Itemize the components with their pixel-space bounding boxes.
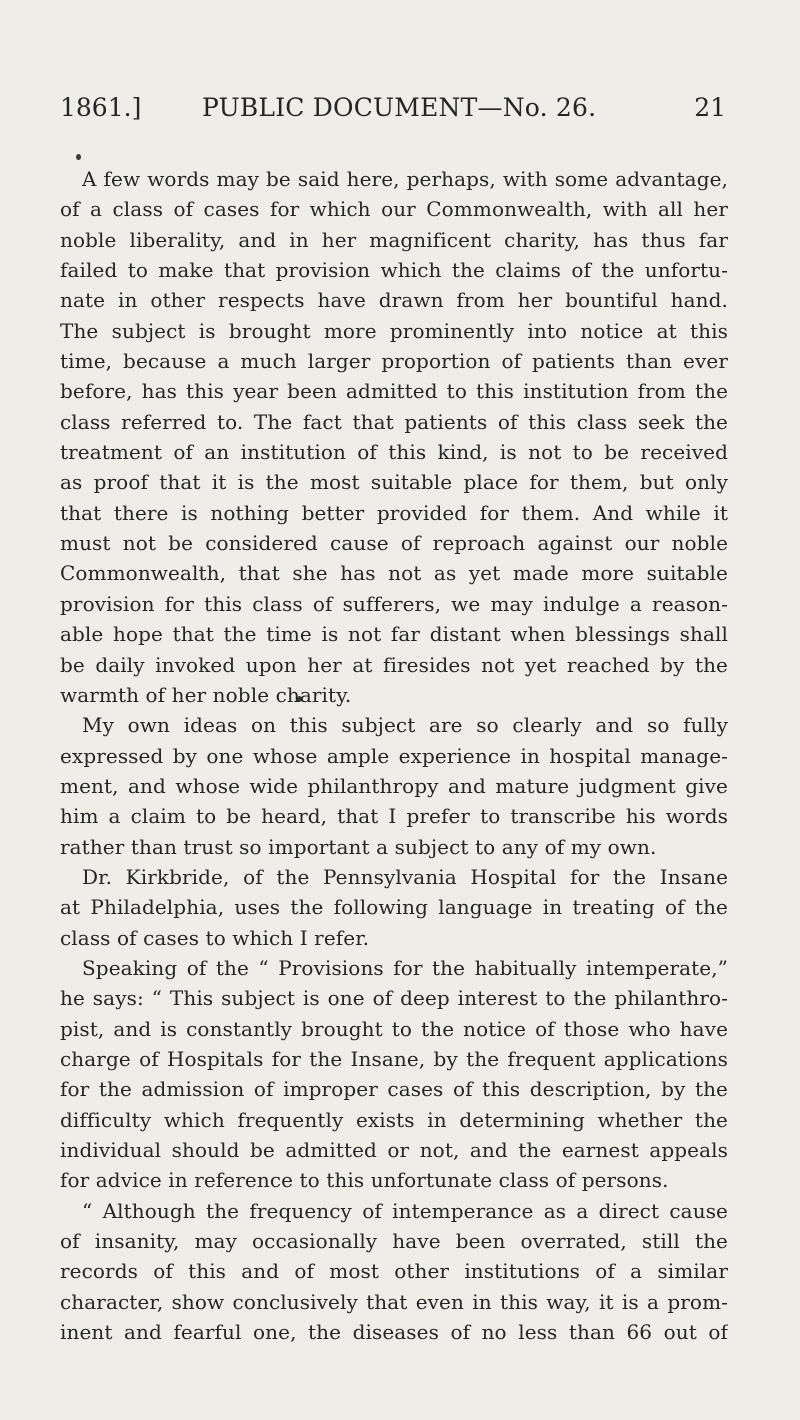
header-title: PUBLIC DOCUMENT—No. 26. [202, 93, 597, 122]
text-line: class of cases to which I refer. [60, 925, 370, 950]
text-line: treatment of an institution of this kind, is not to be received [60, 440, 728, 465]
text-line: class referred to. The fact that patients of this class seek the [60, 409, 728, 434]
text-line: nate in other respects have drawn from her bountiful hand. [60, 288, 728, 313]
text-line: Dr. Kirkbride, of the Pennsylvania Hospital for the Insane [82, 864, 728, 889]
text-line: rather than trust so important a subject to any of my own. [60, 834, 657, 859]
text-line: A few words may be said here, perhaps, with some advantage, [82, 167, 728, 191]
text-line: that there is nothing better provided for them. And while it [60, 500, 728, 525]
page-number: 21 [694, 93, 726, 122]
text-line: The subject is brought more prominently into notice at this [60, 318, 728, 343]
text-line: be daily invoked upon her at firesides not yet reached by the [60, 652, 728, 677]
ink-speck [76, 154, 81, 160]
text-line: records of this and of most other institutions of a similar [60, 1259, 728, 1284]
text-line: ment, and whose wide philanthropy and mature judgment give [60, 773, 728, 798]
text-line: noble liberality, and in her magnificent charity, has thus far [60, 227, 728, 252]
text-line: for the admission of improper cases of this description, by the [60, 1077, 728, 1102]
text-line: pist, and is constantly brought to the notice of those who have [60, 1016, 728, 1041]
text-line: Speaking of the “ Provisions for the habitually intemperate,” [82, 955, 728, 980]
running-header [60, 88, 726, 128]
text-line: at Philadelphia, uses the following language in treating of the [60, 895, 728, 920]
text-line: My own ideas on this subject are so clearly and so fully [82, 713, 728, 738]
text-line: Commonwealth, that she has not as yet made more suitable [60, 561, 728, 586]
text-line: him a claim to be heard, that I prefer to transcribe his words [60, 804, 728, 829]
text-line: individual should be admitted or not, and the earnest appeals [60, 1138, 728, 1162]
header-year: 1861.] [60, 93, 142, 122]
text-line: as proof that it is the most suitable place for them, but only [60, 470, 728, 495]
text-line: for advice in reference to this unfortunate class of persons. [60, 1168, 669, 1193]
text-line: must not be considered cause of reproach against our noble [60, 531, 728, 556]
text-line: inent and fearful one, the diseases of no less than 66 out of [60, 1320, 728, 1345]
text-line: warmth of her noble charity. [60, 682, 352, 707]
text-line: he says: “ This subject is one of deep interest to the philanthro- [60, 986, 728, 1011]
text-line: difficulty which frequently exists in determining whether the [60, 1107, 728, 1132]
text-line: character, show conclusively that even in this way, it is a prom- [60, 1289, 728, 1314]
text-line: “ Although the frequency of intemperance as a direct cause [82, 1198, 728, 1223]
text-line: before, has this year been admitted to this institution from the [60, 379, 728, 404]
text-line: of a class of cases for which our Commonwealth, with all her [60, 197, 728, 222]
text-line: expressed by one whose ample experience in hospital manage- [60, 743, 728, 768]
body-text [60, 164, 728, 1347]
text-line: failed to make that provision which the claims of the unfortu- [60, 258, 728, 283]
text-line: charge of Hospitals for the Insane, by the frequent applications [60, 1046, 728, 1071]
text-line: time, because a much larger proportion of patients than ever [60, 349, 728, 374]
text-line: able hope that the time is not far distant when blessings shall [60, 622, 728, 647]
text-line: provision for this class of sufferers, we may indulge a reason- [60, 591, 728, 616]
text-line: of insanity, may occasionally have been overrated, still the [60, 1229, 728, 1254]
